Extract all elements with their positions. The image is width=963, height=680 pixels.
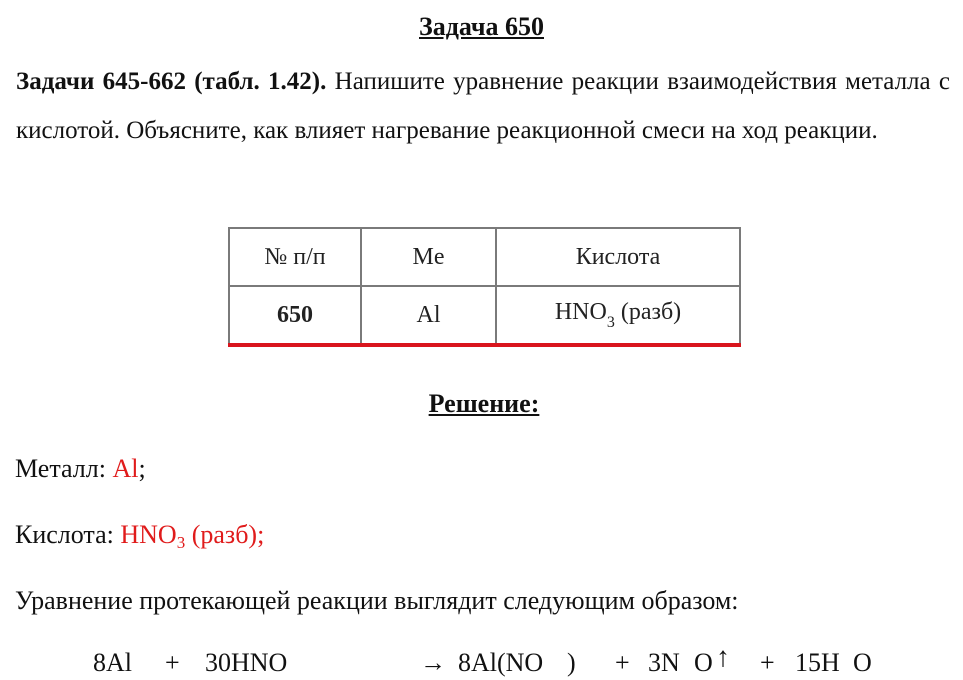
page-title: Задача 650: [419, 12, 544, 41]
equation-term-3: 8Al(NO: [458, 648, 544, 677]
acid-subscript: 3: [176, 533, 186, 552]
table-row: [229, 286, 740, 345]
equation-term-2: 30HNO: [205, 648, 288, 677]
equation-term-3-close: ): [567, 648, 576, 677]
table-header-row: [229, 228, 740, 286]
task-text: Напишите уравнение реакции взаимодействия металла с кислотой. Объясните, как влияет нагревание реакционной смеси на ход реакции.: [16, 68, 950, 144]
equation-term-1: 8Al: [93, 648, 132, 677]
acid-tail: (разб);: [185, 520, 265, 549]
equation-plus-1: +: [165, 648, 180, 677]
task-table: [228, 227, 741, 347]
acid-line: [15, 518, 264, 560]
gas-arrow-icon: ↑: [716, 642, 730, 673]
metal-value: Al: [112, 454, 139, 483]
equation-term-5: 15H: [795, 648, 840, 677]
metal-line: [15, 452, 146, 486]
equation-plus-3: +: [760, 648, 775, 677]
cell-number: 650: [229, 286, 361, 345]
acid-label: Кислота:: [15, 520, 121, 549]
column-header-metal: Me: [361, 228, 496, 286]
equation-term-5-oxygen: O: [853, 648, 872, 677]
equation-arrow: →: [420, 648, 446, 677]
task-statement: [16, 57, 950, 155]
metal-label: Металл:: [15, 454, 113, 483]
cell-acid-subscript: 3: [606, 313, 615, 331]
equation-plus-2: +: [615, 648, 630, 677]
metal-end: ;: [138, 454, 146, 483]
acid-formula: HNO: [120, 520, 177, 549]
cell-acid-formula: HNO: [554, 298, 607, 325]
cell-acid-note: (разб): [614, 298, 682, 325]
column-header-number: № п/п: [229, 228, 361, 286]
cell-metal: Al: [361, 286, 496, 345]
equation-term-4: 3N: [648, 648, 680, 677]
task-reference: Задачи 645-662 (табл. 1.42).: [16, 68, 327, 95]
equation-term-4-oxygen: O: [694, 648, 713, 677]
solution-heading: Решение:: [428, 389, 540, 418]
equation-intro: Уравнение протекающей реакции выглядит следующим образом:: [15, 586, 739, 615]
cell-acid: [496, 286, 740, 345]
column-header-acid: Кислота: [496, 228, 740, 286]
